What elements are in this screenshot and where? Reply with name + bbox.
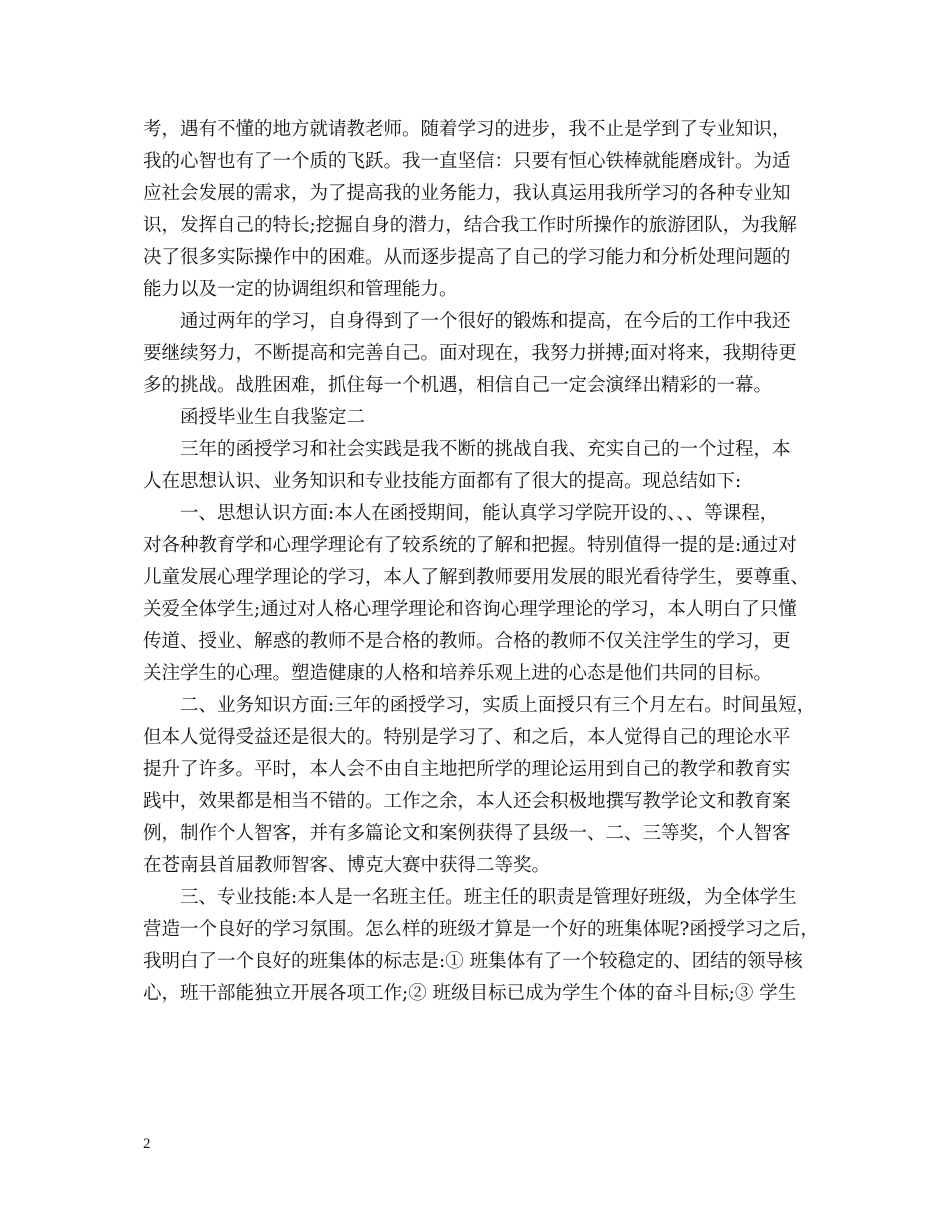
- text-line: 三、专业技能:本人是一名班主任。班主任的职责是管理好班级，为全体学生: [180, 887, 797, 908]
- text-line: 关爱全体学生;通过对人格心理学理论和咨询心理学理论的学习，本人明白了只懂: [143, 599, 797, 620]
- text-line: 通过两年的学习，自身得到了一个很好的锻炼和提高，在今后的工作中我还: [180, 311, 791, 332]
- text-line: 函授毕业生自我鉴定二: [180, 407, 366, 428]
- text-line: 二、业务知识方面:三年的函授学习，实质上面授只有三个月左右。时间虽短，: [180, 695, 816, 716]
- text-line: 践中，效果都是相当不错的。工作之余，本人还会积极地撰写教学论文和教育案: [143, 791, 791, 812]
- text-line: 关注学生的心理。塑造健康的人格和培养乐观上进的心态是他们共同的目标。: [143, 663, 773, 684]
- text-line: 考，遇有不懂的地方就请教老师。随着学习的进步，我不止是学到了专业知识，: [143, 119, 791, 140]
- page-number: 2: [143, 1136, 151, 1152]
- text-line: 识，发挥自己的特长;挖掘自身的潜力，结合我工作时所操作的旅游团队，为我解: [143, 215, 797, 236]
- text-line: 决了很多实际操作中的困难。从而逐步提高了自己的学习能力和分析处理问题的: [143, 247, 791, 268]
- text-line: 例，制作个人智客，并有多篇论文和案例获得了县级一、二、三等奖，个人智客: [143, 823, 791, 844]
- text-line: 多的挑战。战胜困难，抓住每一个机遇，相信自己一定会演绎出精彩的一幕。: [143, 375, 773, 396]
- text-line: 心，班干部能独立开展各项工作;② 班级目标已成为学生个体的奋斗目标;③ 学生: [143, 983, 797, 1004]
- text-line: 我的心智也有了一个质的飞跃。我一直坚信：只要有恒心铁棒就能磨成针。为适: [143, 151, 791, 172]
- text-line: 营造一个良好的学习氛围。怎么样的班级才算是一个好的班集体呢?函授学习之后，: [143, 919, 819, 940]
- text-line: 能力以及一定的协调组织和管理能力。: [143, 279, 458, 300]
- text-line: 人在思想认识、业务知识和专业技能方面都有了很大的提高。现总结如下:: [143, 471, 742, 492]
- document-body: [143, 114, 819, 1010]
- text-line: 儿童发展心理学理论的学习，本人了解到教师要用发展的眼光看待学生，要尊重、: [143, 567, 810, 588]
- text-line: 提升了许多。平时，本人会不由自主地把所学的理论运用到自己的教学和教育实: [143, 759, 791, 780]
- text-line: 我明白了一个良好的班集体的标志是:① 班集体有了一个较稳定的、团结的领导核: [143, 951, 803, 972]
- text-line: 一、思想认识方面:本人在函授期间，能认真学习学院开设的、、、等课程，: [180, 503, 779, 524]
- text-line: 三年的函授学习和社会实践是我不断的挑战自我、充实自己的一个过程，本: [180, 439, 791, 460]
- text-line: 但本人觉得受益还是很大的。特别是学习了、和之后，本人觉得自己的理论水平: [143, 727, 791, 748]
- text-line: 应社会发展的需求，为了提高我的业务能力，我认真运用我所学习的各种专业知: [143, 183, 791, 204]
- text-line: 要继续努力，不断提高和完善自己。面对现在，我努力拼搏;面对将来，我期待更: [143, 343, 797, 364]
- text-line: 传道、授业、解惑的教师不是合格的教师。合格的教师不仅关注学生的学习，更: [143, 631, 791, 652]
- text-line: 在苍南县首届教师智客、博克大赛中获得二等奖。: [143, 855, 551, 876]
- text-line: 对各种教育学和心理学理论有了较系统的了解和把握。特别值得一提的是:通过对: [143, 535, 797, 556]
